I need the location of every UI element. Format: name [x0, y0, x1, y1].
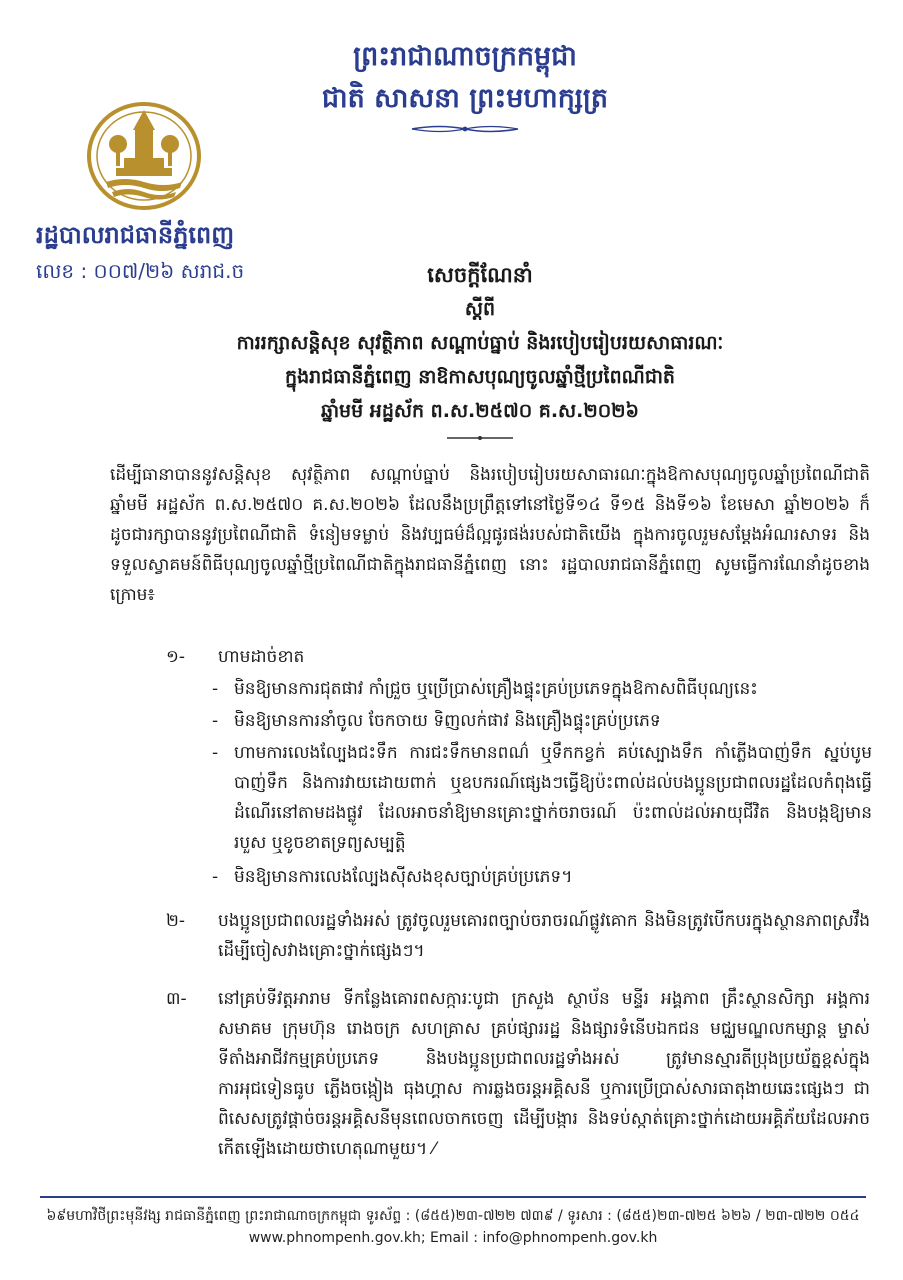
- title-line-1: ការរក្សាសន្តិសុខ សុវត្ថិភាព សណ្តាប់ធ្នាប់ និងរបៀបរៀបរយសាធារណៈ: [236, 332, 724, 354]
- sub-item-text: មិនឱ្យមានការលេងល្បែងស៊ីសងខុសច្បាប់គ្រប់ប្រភេទ។: [234, 867, 573, 887]
- kingdom-header: [300, 36, 630, 136]
- title-divider-icon: [445, 434, 515, 442]
- item-number: ២-: [166, 911, 186, 931]
- footer-contact: www.phnompenh.gov.kh; Email : info@phnompenh.gov.kh: [248, 1230, 658, 1246]
- item-number: ៣-: [166, 989, 187, 1009]
- sub-item: - មិនឱ្យមានការជុតផាវ កាំជ្រួច ឬប្រើប្រាស់គ្រឿងផ្ទុះគ្រប់ប្រភេទក្នុងឱកាសពិធីបុណ្យនេះ: [212, 674, 872, 704]
- sub-item-text: មិនឱ្យមានការនាំចូល ចែកចាយ ទិញលក់ផាវ និងគ្រឿងផ្ទុះគ្រប់ប្រភេទ: [234, 711, 661, 731]
- municipal-seal-icon: [84, 100, 204, 212]
- sub-item: - មិនឱ្យមានការនាំចូល ចែកចាយ ទិញលក់ផាវ និងគ្រឿងផ្ទុះគ្រប់ប្រភេទ: [212, 706, 872, 736]
- title-line-3: ឆ្នាំមមី អដ្ឋស័ក ព.ស.២៥៧០ គ.ស.២០២៦: [320, 400, 640, 422]
- document-title: [150, 258, 810, 442]
- title-main: សេចក្តីណែនាំ: [427, 263, 533, 287]
- intro-paragraph: ដើម្បីធានាបាននូវសន្តិសុខ សុវត្ថិភាព សណ្តាប់ធ្នាប់ និងរបៀបរៀបរយសាធារណៈក្នុងឱកាសបុណ្យចូលឆ្នាំប្រពៃណីជាតិ ឆ្នាំមមី អដ្ឋស័ក ព.ស.២៥៧០ គ.ស.២០២៦ ដែលនឹងប្រព្រឹត្តទៅនៅថ្ងៃទី១៤ ទី១៥ និងទី១៦ ខែមេសា ឆ្នាំ២០២៦ ក៏ដូចជារក្សាបាននូវប្រពៃណីជាតិ ទំនៀមទម្លាប់ និងវប្បធម៌ដ៏ល្អផូរផង់របស់ជាតិយើង ក្នុងការចូលរួមសម្តែងអំណរសាទរ និងទទួលស្វាគមន៍ពិធីបុណ្យចូលឆ្នាំថ្មីប្រពៃណីជាតិក្នុងរាជធានីភ្នំពេញ នោះ រដ្ឋបាលរាជធានីភ្នំពេញ សូមធ្វើការណែនាំដូចខាងក្រោម៖: [110, 465, 870, 605]
- sub-item-text: ហាមការលេងល្បែងជះទឹក ការជះទឹកមានពណ៌ ឬទឹកកខ្វក់ គប់ស្បោងទឹក កាំភ្លើងបាញ់ទឹក ស្នប់បូមបាញ់ទឹក និងការវាយដោយពាក់ ឬឧបករណ៍ផ្សេងៗធ្វើឱ្យប៉ះពាល់ដល់បងប្អូនប្រជាពលរដ្ឋដែលកំពុងធ្វើដំណើរនៅតាមដងផ្លូវ ដែលអាចនាំឱ្យមានគ្រោះថ្នាក់ចរាចរណ៍ ប៉ះពាល់ដល់អាយុជីវិត និងបង្កឱ្យមានរបួស ឬខូចខាតទ្រព្យសម្បត្តិ: [234, 743, 872, 853]
- issuing-organization: រដ្ឋបាលរាជធានីភ្នំពេញ: [36, 221, 235, 249]
- item-number: ១-: [166, 647, 186, 667]
- kingdom-name: ព្រះរាជាណាចក្រកម្ពុជា: [353, 41, 577, 72]
- national-motto: ជាតិ សាសនា ព្រះមហាក្សត្រ: [321, 83, 609, 114]
- item-text: នៅគ្រប់ទីវត្តអារាម ទីកន្លែងគោរពសក្ការៈបូជា ក្រសួង ស្ថាប័ន មន្ទីរ អង្គភាព គ្រឹះស្ថានសិក្សា អង្គការ សមាគម ក្រុមហ៊ុន រោងចក្រ សហគ្រាស គ្រប់ផ្សាររដ្ឋ និងផ្សារទំនើបឯកជន មជ្ឈមណ្ឌលកម្សាន្ត ម្ចាស់ទីតាំងអាជីវកម្មគ្រប់ប្រភេទ និងបងប្អូនប្រជាពលរដ្ឋទាំងអស់ ត្រូវមានស្មារតីប្រុងប្រយ័ត្នខ្ពស់ក្នុងការអុជទៀនធូប ភ្លើងចង្កៀង ធុងហ្គាស ការឆ្លងចរន្តអគ្គិសនី ឬការប្រើប្រាស់សារធាតុងាយឆេះផ្សេងៗ ជាពិសេសត្រូវផ្តាច់ចរន្តអគ្គិសនីមុនពេលចាកចេញ ដើម្បីបង្ការ និងទប់ស្កាត់គ្រោះថ្នាក់ដោយអគ្គិភ័យដែលអាចកើតឡើងដោយថាហេតុណាមួយ។ ⁄: [218, 989, 870, 1159]
- sub-item-text: មិនឱ្យមានការជុតផាវ កាំជ្រួច ឬប្រើប្រាស់គ្រឿងផ្ទុះគ្រប់ប្រភេទក្នុងឱកាសពិធីបុណ្យនេះ: [234, 679, 758, 699]
- title-about: ស្តីពី: [464, 298, 496, 320]
- sub-item: - មិនឱ្យមានការលេងល្បែងស៊ីសងខុសច្បាប់គ្រប់ប្រភេទ។: [212, 862, 872, 892]
- item-text: ហាមដាច់ខាត: [218, 647, 305, 667]
- title-line-2: ក្នុងរាជធានីភ្នំពេញ នាឱកាសបុណ្យចូលឆ្នាំថ្មីប្រពៃណីជាតិ: [285, 366, 675, 388]
- item-text: បងប្អូនប្រជាពលរដ្ឋទាំងអស់ ត្រូវចូលរួមគោរពច្បាប់ចរាចរណ៍ផ្លូវគោក និងមិនត្រូវបើកបរក្នុងស្ថានភាពស្រវឹង ដើម្បីចៀសវាងគ្រោះថ្នាក់ផ្សេងៗ។: [218, 911, 870, 961]
- list-item-2: [166, 906, 870, 966]
- document-number: លេខ : ០០៧/២៦ សរាជ.ច: [36, 259, 245, 283]
- ornament-divider-icon: [410, 122, 520, 136]
- list-item-1: [166, 642, 870, 672]
- footer-address: ៦៩មហាវិថីព្រះមុនីវង្ស រាជធានីភ្នំពេញ ព្រះរាជាណាចក្រកម្ពុជា ទូរស័ព្ទ : (៨៥៥)២៣-៧២២ ៧៣៩ / ទូរសារ : (៨៥៥)២៣-៧២៥ ៦២៦ / ២៣-៧២២ ០៥៤: [46, 1208, 860, 1224]
- list-item-3: [166, 984, 870, 1164]
- footer-divider: [40, 1196, 866, 1198]
- sub-item: - ហាមការលេងល្បែងជះទឹក ការជះទឹកមានពណ៌ ឬទឹកកខ្វក់ គប់ស្បោងទឹក កាំភ្លើងបាញ់ទឹក ស្នប់បូមបាញ់ទឹក និងការវាយដោយពាក់ ឬឧបករណ៍ផ្សេងៗធ្វើឱ្យប៉ះពាល់ដល់បងប្អូនប្រជាពលរដ្ឋដែលកំពុងធ្វើដំណើរនៅតាមដងផ្លូវ ដែលអាចនាំឱ្យមានគ្រោះថ្នាក់ចរាចរណ៍ ប៉ះពាល់ដល់អាយុជីវិត និងបង្កឱ្យមានរបួស ឬខូចខាតទ្រព្យសម្បត្តិ: [212, 738, 872, 858]
